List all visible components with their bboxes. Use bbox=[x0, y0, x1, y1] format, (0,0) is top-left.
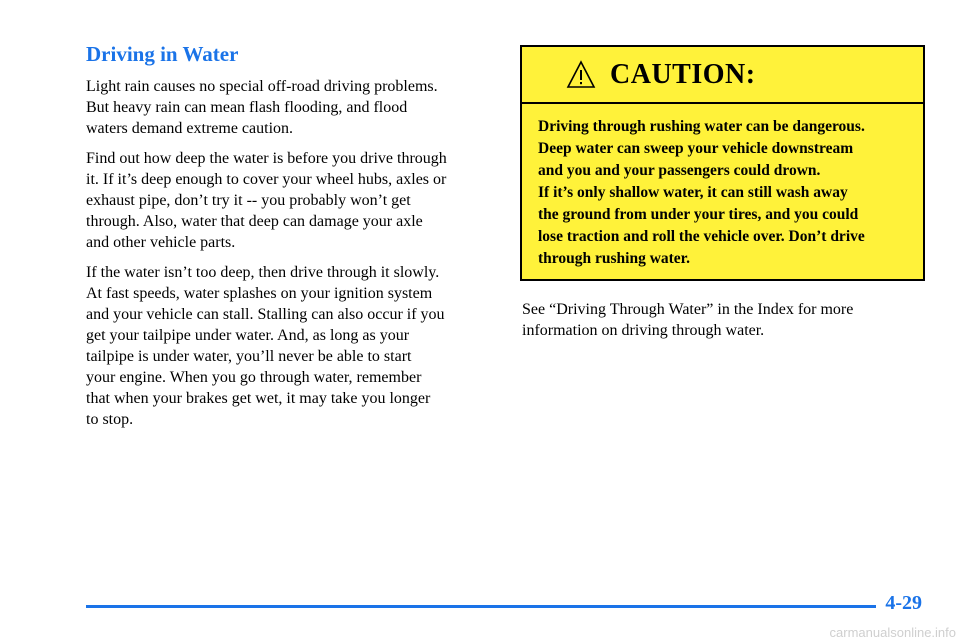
see-also-text: See “Driving Through Water” in the Index for more information on driving through water. bbox=[522, 301, 854, 339]
warning-triangle-icon bbox=[566, 60, 596, 90]
caution-title: CAUTION: bbox=[610, 58, 756, 90]
section-title: Driving in Water bbox=[86, 42, 239, 66]
caution-body bbox=[522, 104, 923, 279]
caution-box bbox=[520, 45, 925, 281]
paragraph-drive-slowly: If the water isn’t too deep, then drive through it slowly. At fast speeds, water splashes on your ignition system and your vehicle can stall. Stalling can also occur if you get your tailpipe under water. And, as long as your tailpipe is under water, you’ll never be able to start your engine. When you go through water, remember that when your brakes get wet, it may take you longer to stop. bbox=[86, 264, 445, 428]
paragraph-water-depth: Find out how deep the water is before you drive through it. If it’s deep enough to cover your wheel hubs, axles or exhaust pipe, don’t try it -- you probably won’t get through. Also, water that deep can damage your axle and other vehicle parts. bbox=[86, 150, 447, 251]
caution-text: Driving through rushing water can be dangerous. Deep water can sweep your vehicle downstream and you and your passengers could drown. If it’s only shallow water, it can still wash away the ground from under your tires, and you could lose traction and roll the vehicle over. Don’t drive through rushing water. bbox=[538, 118, 865, 267]
watermark: carmanualsonline.info bbox=[829, 625, 956, 640]
paragraph-light-rain: Light rain causes no special off-road driving problems. But heavy rain can mean flash flooding, and flood waters demand extreme caution. bbox=[86, 78, 438, 137]
page-number: 4-29 bbox=[885, 592, 922, 614]
caution-header bbox=[522, 47, 923, 104]
body-text-column bbox=[86, 76, 494, 439]
footer-rule bbox=[86, 605, 876, 608]
